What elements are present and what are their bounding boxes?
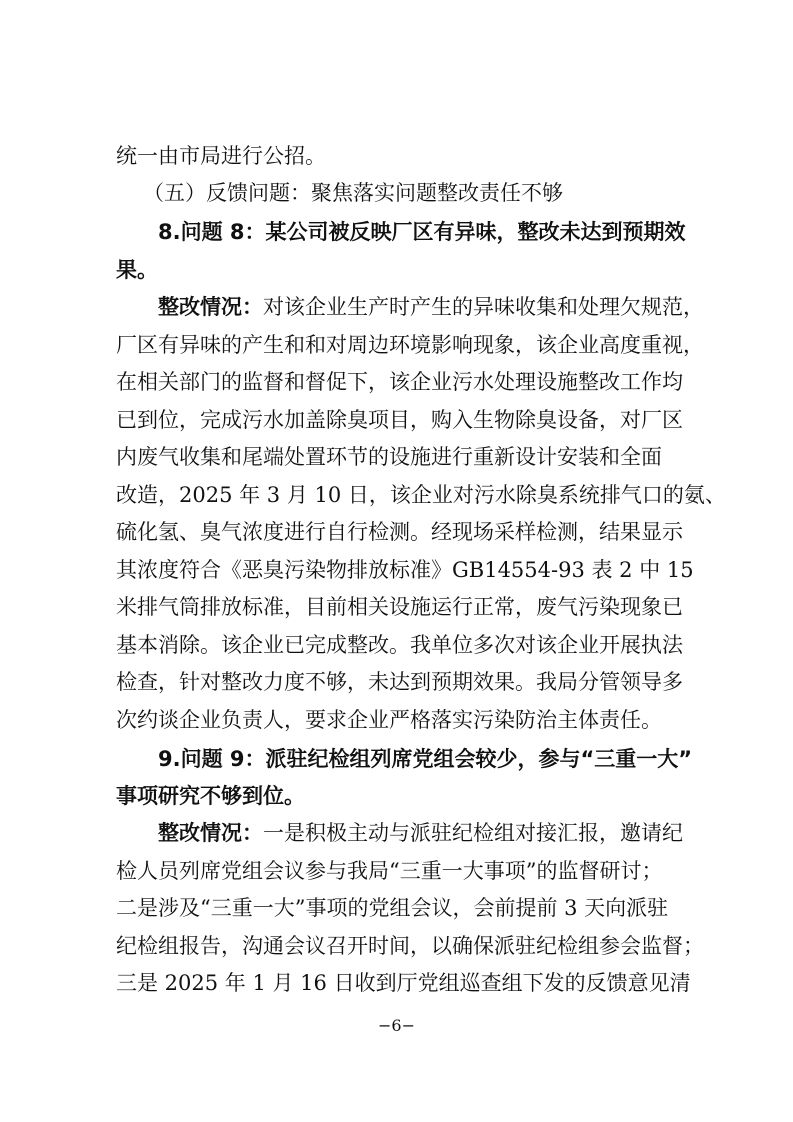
text-line: 改造，2025 年 3 月 10 日，该企业对污水除臭系统排气口的氨、	[116, 483, 726, 507]
text-line: 次约谈企业负责人，要求企业严格落实污染防治主体责任。	[116, 708, 662, 732]
text-line: 其浓度符合《恶臭污染物排放标准》GB14554-93 表 2 中 15	[116, 558, 694, 582]
issue-8-heading-cont: 果。	[116, 258, 158, 282]
rectification-paragraph-9	[158, 818, 683, 848]
text-line: 在相关部门的监督和督促下，该企业污水处理设施整改工作均	[116, 370, 683, 394]
text-line: 基本消除。该企业已完成整改。我单位多次对该企业开展执法	[116, 633, 683, 657]
text-line: 硫化氢、臭气浓度进行自行检测。经现场采样检测，结果显示	[116, 520, 683, 544]
section-heading: （五）反馈问题：聚焦落实问题整改责任不够	[143, 181, 563, 205]
text-line: 检人员列席党组会议参与我局“三重一大事项”的监督研讨；	[116, 859, 663, 883]
text-line: 三是 2025 年 1 月 16 日收到厅党组巡查组下发的反馈意见清	[116, 971, 691, 995]
rectification-label: 整改情况：	[158, 295, 263, 319]
rectification-label: 整改情况：	[158, 821, 263, 845]
text-line: 米排气筒排放标准，目前相关设施运行正常，废气污染现象已	[116, 595, 683, 619]
text-line: 纪检组报告，沟通会议召开时间，以确保派驻纪检组参会监督；	[116, 934, 704, 958]
text-line: 已到位，完成污水加盖除臭项目，购入生物除臭设备，对厂区	[116, 408, 683, 432]
issue-9-heading: 9.问题 9：派驻纪检组列席党组会较少，参与“三重一大”	[158, 747, 693, 771]
text-line: 一是积极主动与派驻纪检组对接汇报，邀请纪	[263, 821, 683, 845]
rectification-paragraph-8	[158, 292, 704, 322]
text-line: 二是涉及“三重一大”事项的党组会议，会前提前 3 天向派驻	[116, 896, 669, 920]
text-line: 检查，针对整改力度不够，未达到预期效果。我局分管领导多	[116, 670, 683, 694]
text-line: 内废气收集和尾端处置环节的设施进行重新设计安装和全面	[116, 445, 662, 469]
text-line: 对该企业生产时产生的异味收集和处理欠规范，	[263, 295, 704, 319]
text-line: 统一由市局进行公招。	[116, 144, 326, 168]
text-line: 厂区有异味的产生和和对周边环境影响现象，该企业高度重视，	[116, 333, 704, 357]
page-number: −6−	[378, 1016, 415, 1035]
issue-9-heading-cont: 事项研究不够到位。	[116, 784, 305, 808]
issue-8-heading: 8.问题 8：某公司被反映厂区有异味，整改未达到预期效	[158, 220, 686, 244]
